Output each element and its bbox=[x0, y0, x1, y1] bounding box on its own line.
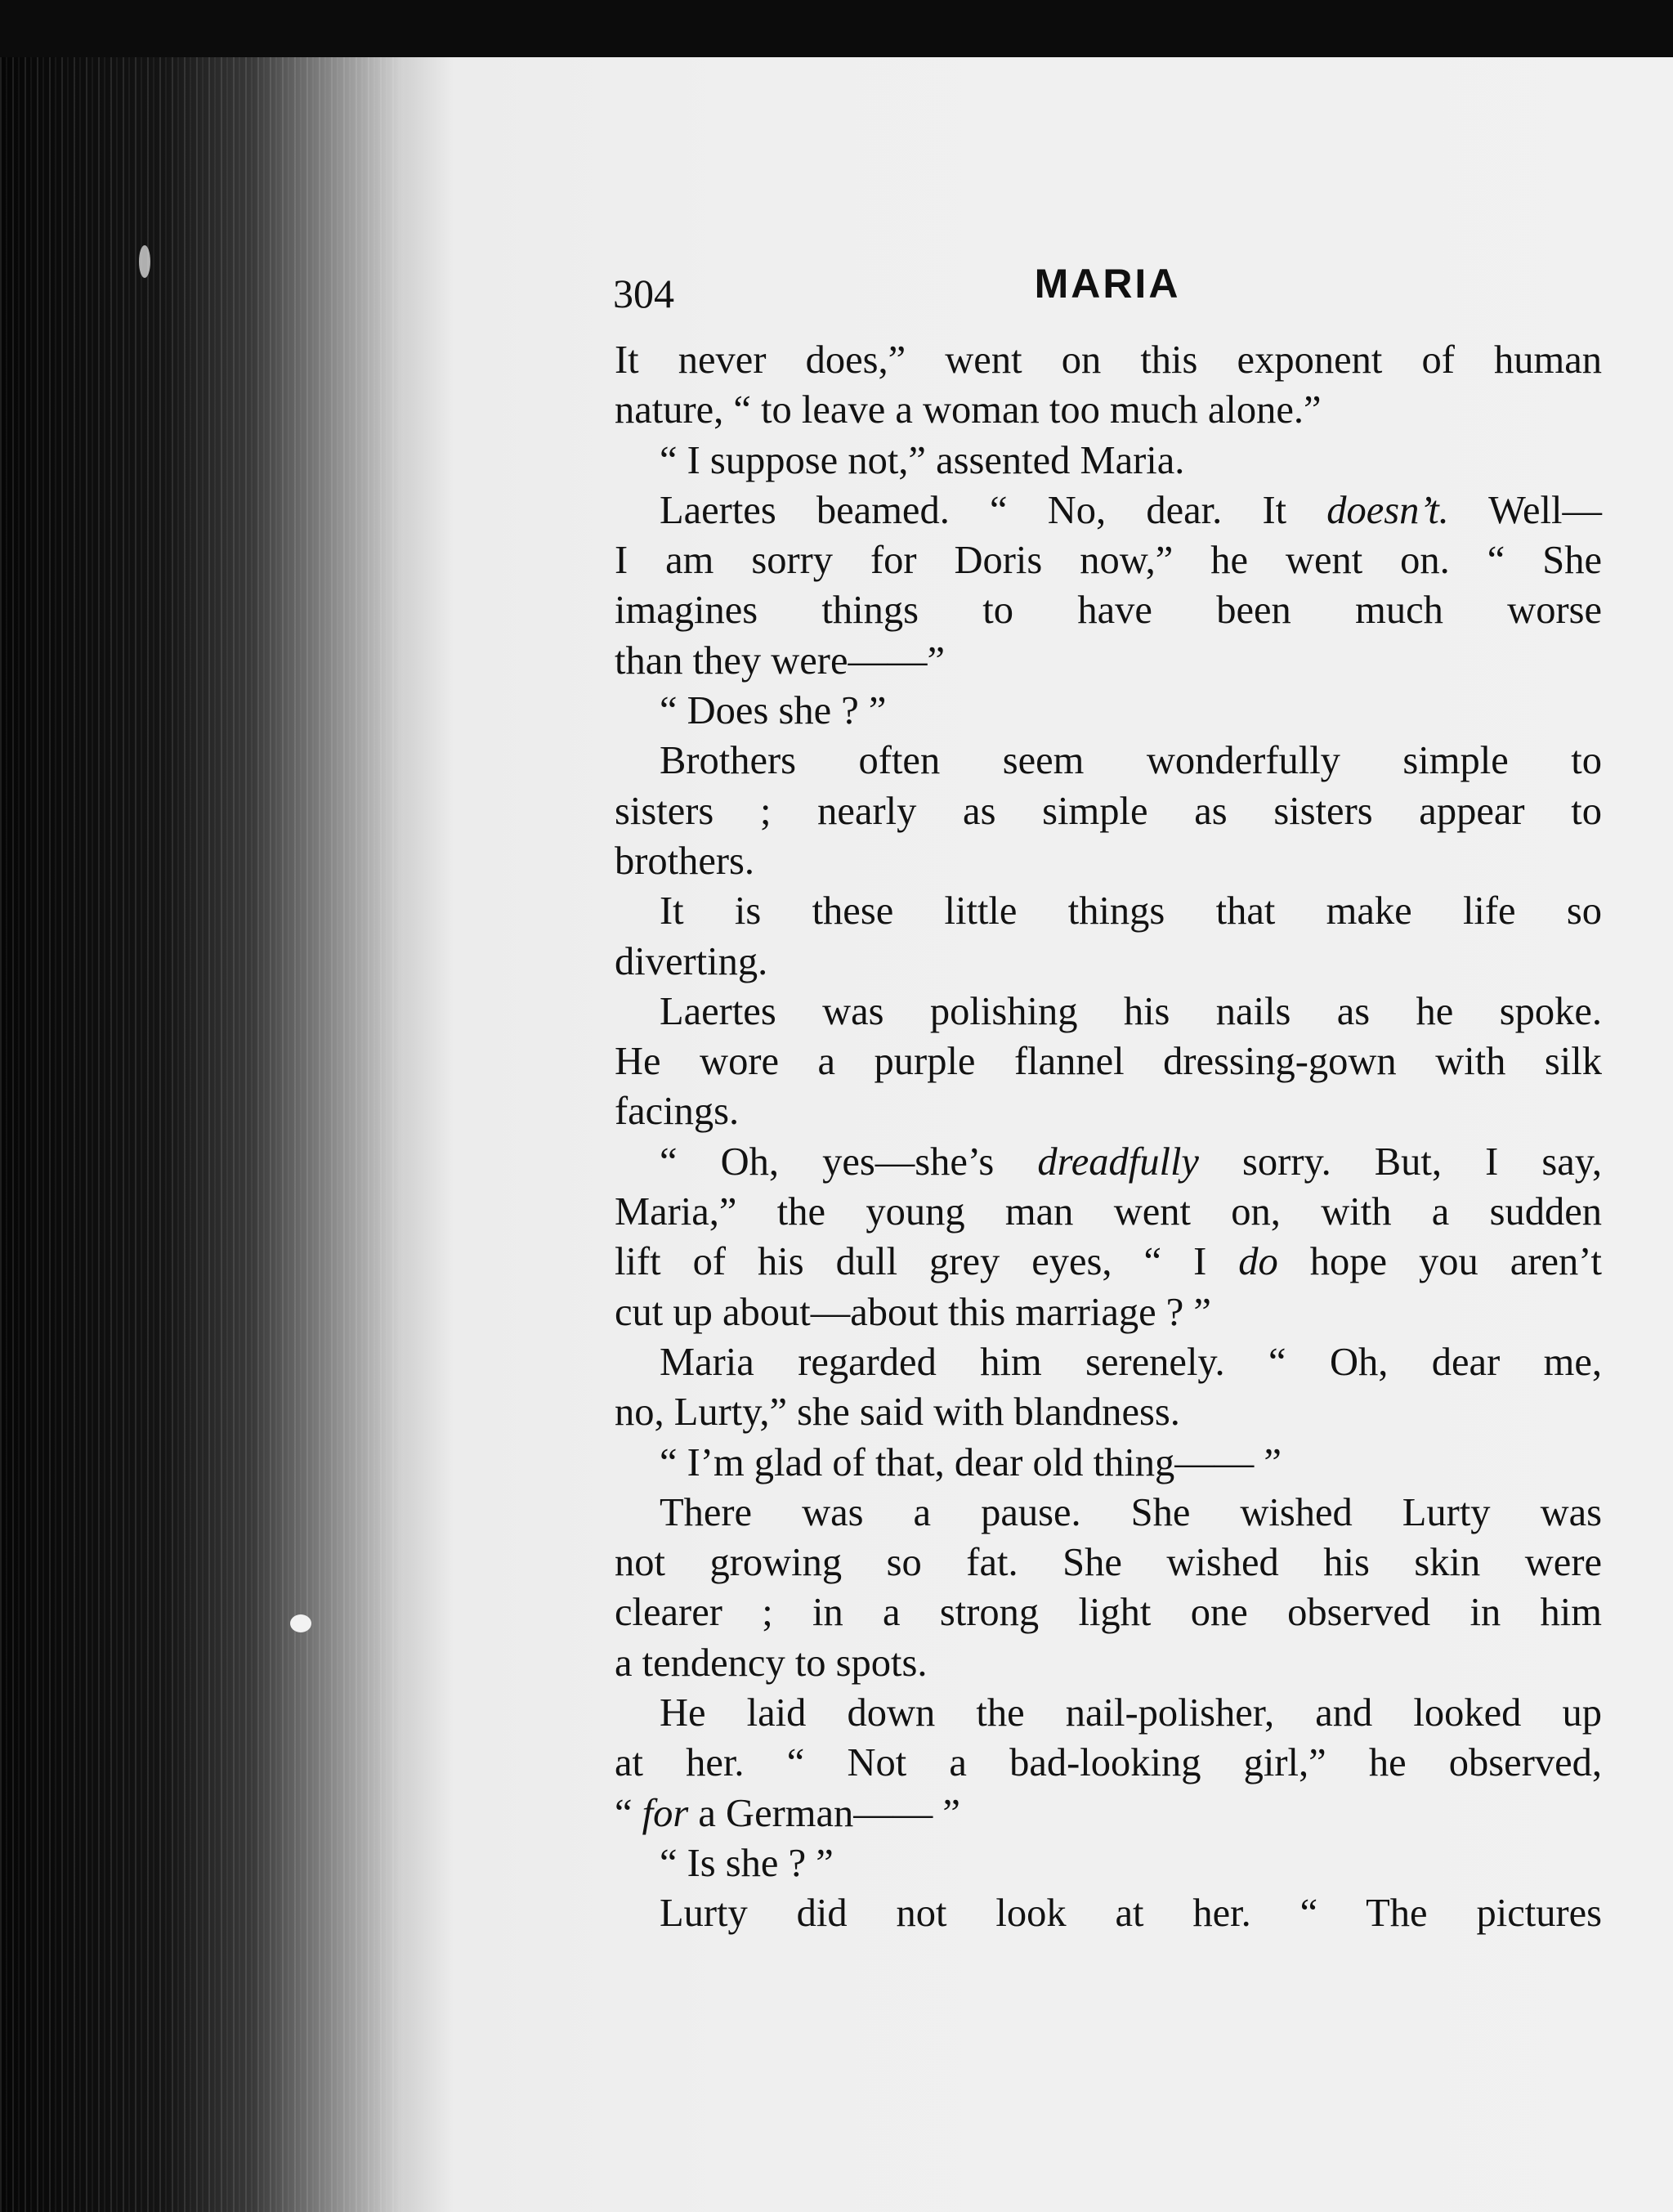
light-speck bbox=[290, 1614, 311, 1632]
light-speck bbox=[139, 245, 150, 278]
text-line bbox=[615, 385, 1602, 435]
text-line bbox=[615, 535, 1602, 585]
text-line bbox=[615, 1488, 1602, 1538]
text-segment: It never does,” went on this exponent of human bbox=[615, 338, 1602, 382]
text-line bbox=[615, 937, 1602, 987]
text-segment: facings. bbox=[615, 1090, 740, 1134]
text-segment: imagines things to have been much worse bbox=[615, 589, 1602, 633]
text-segment: “ Does she ? ” bbox=[660, 689, 887, 733]
text-segment: Lurty did not look at her. “ The pictures bbox=[660, 1892, 1602, 1936]
text-segment: I am sorry for Doris now,” he went on. “ She bbox=[615, 539, 1602, 583]
text-segment: lift of his dull grey eyes, “ I bbox=[615, 1240, 1239, 1284]
text-line bbox=[615, 786, 1602, 836]
text-line bbox=[615, 886, 1602, 936]
text-line bbox=[615, 1086, 1602, 1136]
text-segment: nature, “ to leave a woman too much alone.” bbox=[615, 388, 1322, 432]
italic-emphasis: for bbox=[642, 1791, 689, 1835]
text-line bbox=[615, 1838, 1602, 1888]
text-segment: “ I suppose not,” assented Maria. bbox=[660, 438, 1185, 482]
text-segment: sorry. But, I say, bbox=[1198, 1140, 1602, 1184]
text-segment: a German—— ” bbox=[688, 1791, 960, 1835]
text-line bbox=[615, 1337, 1602, 1387]
text-line bbox=[615, 1738, 1602, 1788]
text-line bbox=[615, 1237, 1602, 1287]
text-line bbox=[615, 585, 1602, 635]
text-line bbox=[615, 636, 1602, 686]
text-line bbox=[615, 1587, 1602, 1637]
page-number: 304 bbox=[613, 271, 674, 316]
text-segment: hope you aren’t bbox=[1277, 1240, 1603, 1284]
text-line bbox=[615, 436, 1602, 486]
text-line bbox=[615, 836, 1602, 886]
text-line bbox=[615, 1888, 1602, 1938]
text-segment: “ Oh, yes—she’s bbox=[660, 1140, 1038, 1184]
text-line bbox=[615, 736, 1602, 786]
text-line bbox=[615, 1287, 1602, 1337]
text-line bbox=[615, 1387, 1602, 1437]
text-line bbox=[615, 987, 1602, 1037]
text-line bbox=[615, 1688, 1602, 1738]
text-segment: He laid down the nail-polisher, and looked up bbox=[660, 1691, 1602, 1735]
text-line bbox=[615, 1137, 1602, 1187]
text-segment: than they were——” bbox=[615, 638, 946, 683]
running-title: MARIA bbox=[1034, 261, 1181, 307]
text-segment: Maria,” the young man went on, with a sudden bbox=[615, 1190, 1602, 1234]
text-line bbox=[615, 1538, 1602, 1587]
text-segment: no, Lurty,” she said with blandness. bbox=[615, 1390, 1180, 1435]
text-line bbox=[615, 335, 1602, 385]
text-segment: “ Is she ? ” bbox=[660, 1841, 834, 1885]
text-segment: sisters ; nearly as simple as sisters appear to bbox=[615, 789, 1602, 833]
text-segment: diverting. bbox=[615, 939, 768, 983]
text-line bbox=[615, 486, 1602, 535]
text-line bbox=[615, 1438, 1602, 1488]
text-line bbox=[615, 1037, 1602, 1086]
text-segment: clearer ; in a strong light one observed in him bbox=[615, 1591, 1602, 1635]
text-segment: Laertes was polishing his nails as he spoke. bbox=[660, 989, 1602, 1033]
body-text bbox=[615, 335, 1602, 1939]
text-segment: Brothers often seem wonderfully simple to bbox=[660, 739, 1602, 783]
text-segment: a tendency to spots. bbox=[615, 1641, 928, 1685]
text-segment: brothers. bbox=[615, 839, 755, 883]
text-segment: Well— bbox=[1448, 488, 1603, 532]
text-segment: There was a pause. She wished Lurty was bbox=[660, 1490, 1602, 1534]
text-segment: at her. “ Not a bad-looking girl,” he observed, bbox=[615, 1741, 1602, 1785]
text-segment: Maria regarded him serenely. “ Oh, dear me, bbox=[660, 1340, 1602, 1384]
text-segment: It is these little things that make life so bbox=[660, 889, 1602, 934]
text-segment: He wore a purple flannel dressing-gown with silk bbox=[615, 1040, 1602, 1084]
text-segment: “ I’m glad of that, dear old thing—— ” bbox=[660, 1440, 1282, 1484]
text-line bbox=[615, 686, 1602, 736]
italic-emphasis: doesn’t. bbox=[1326, 488, 1449, 532]
italic-emphasis: do bbox=[1238, 1240, 1278, 1284]
text-segment: Laertes beamed. “ No, dear. It bbox=[660, 488, 1327, 532]
book-gutter bbox=[0, 57, 409, 2212]
text-segment: “ bbox=[615, 1791, 642, 1835]
text-segment: not growing so fat. She wished his skin were bbox=[615, 1541, 1602, 1585]
italic-emphasis: dreadfully bbox=[1037, 1140, 1199, 1184]
text-line bbox=[615, 1789, 1602, 1838]
page-header bbox=[613, 260, 1602, 325]
text-line bbox=[615, 1187, 1602, 1237]
text-line bbox=[615, 1638, 1602, 1688]
text-segment: cut up about—about this marriage ? ” bbox=[615, 1290, 1211, 1334]
